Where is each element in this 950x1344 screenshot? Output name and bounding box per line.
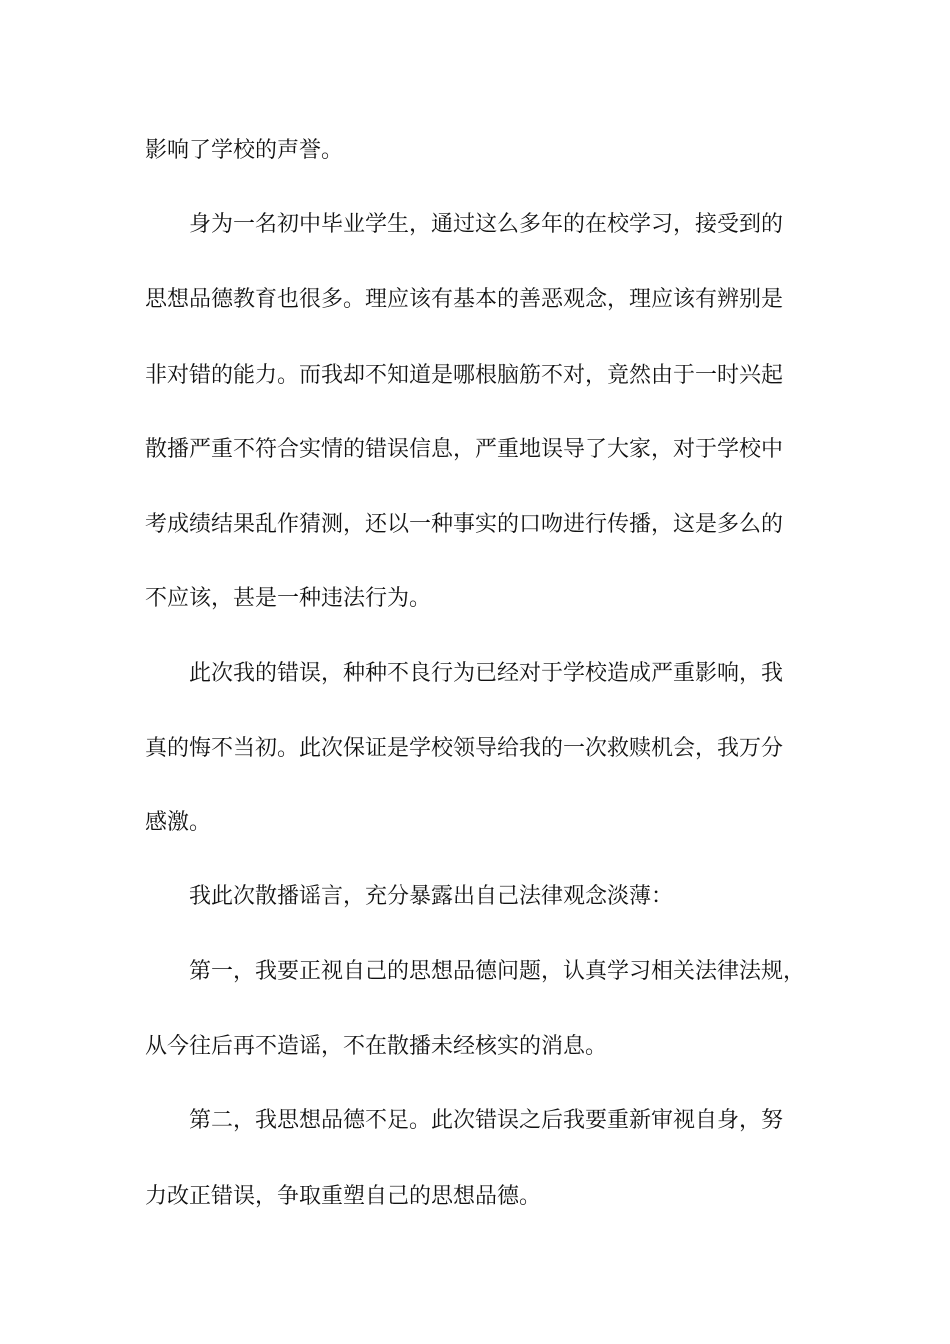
text-line: 力改正错误，争取重塑自己的思想品德。 bbox=[145, 1184, 542, 1209]
text-line: 第一，我要正视自己的思想品德问题，认真学习相关法律法规， bbox=[145, 959, 806, 984]
text-line: 身为一名初中毕业学生，通过这么多年的在校学习，接受到的 bbox=[145, 212, 784, 237]
text-line: 影响了学校的声誉。 bbox=[145, 138, 344, 163]
text-line: 第二，我思想品德不足。此次错误之后我要重新审视自身，努 bbox=[145, 1108, 784, 1133]
text-line: 考成绩结果乱作猜测，还以一种事实的口吻进行传播，这是多么的 bbox=[145, 512, 784, 537]
text-line: 非对错的能力。而我却不知道是哪根脑筋不对，竟然由于一时兴起 bbox=[145, 363, 784, 388]
text-line: 思想品德教育也很多。理应该有基本的善恶观念，理应该有辨别是 bbox=[145, 287, 784, 312]
text-line: 我此次散播谣言，充分暴露出自己法律观念淡薄： bbox=[145, 884, 674, 909]
text-line: 真的悔不当初。此次保证是学校领导给我的一次救赎机会，我万分 bbox=[145, 736, 784, 761]
text-line: 从今往后再不造谣，不在散播未经核实的消息。 bbox=[145, 1034, 608, 1059]
text-line: 此次我的错误，种种不良行为已经对于学校造成严重影响，我 bbox=[145, 661, 784, 686]
text-line: 不应该，甚是一种违法行为。 bbox=[145, 586, 432, 611]
text-line: 感激。 bbox=[145, 810, 212, 835]
text-line: 散播严重不符合实情的错误信息，严重地误导了大家，对于学校中 bbox=[145, 437, 784, 462]
